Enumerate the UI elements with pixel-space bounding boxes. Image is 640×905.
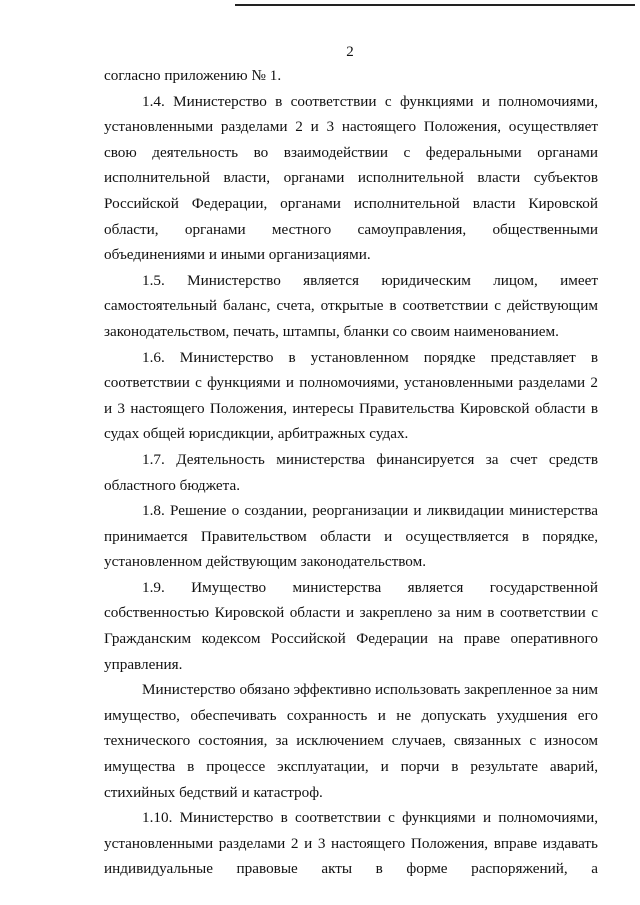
paragraph-1-8: 1.8. Решение о создании, реорганизации и ликвидации министерства принимается Правительством области и осуществляется в порядке, установленном действующим законодательством. — [104, 502, 598, 571]
paragraph-1-6: 1.6. Министерство в установленном порядке представляет в соответствии с функциями и полномочиями, установленными разделами 2 и 3 настоящего Положения, интересы Правительства Кировской области в судах общей юрисдикции, арбитражных судах. — [104, 348, 598, 443]
paragraph-1-9: 1.9. Имущество министерства является государственной собственностью Кировской области и закреплено за ним в соответствии с Гражданским кодексом Российской Федерации на праве оперативного управления. — [104, 578, 598, 673]
top-rule — [235, 4, 635, 6]
paragraph-continuation: согласно приложению № 1. — [104, 67, 282, 84]
document-body — [104, 63, 598, 882]
paragraph-1-5: 1.5. Министерство является юридическим лицом, имеет самостоятельный баланс, счета, открытые в соответствии с действующим законодательством, печать, штампы, бланки со своим наименованием. — [104, 271, 598, 340]
paragraph-1-7: 1.7. Деятельность министерства финансируется за счет средств областного бюджета. — [104, 450, 598, 494]
paragraph-obligations: Министерство обязано эффективно использовать закрепленное за ним имущество, обеспечивать сохранность и не допускать ухудшения его технического состояния, за исключением случаев, связанных с износом имущества в процессе эксплуатации, и порчи в результате аварий, стихийных бедствий и катастроф. — [104, 681, 598, 801]
page-number: 2 — [346, 44, 354, 60]
paragraph-1-10: 1.10. Министерство в соответствии с функциями и полномочиями, установленными разделами 2 и 3 настоящего Положения, вправе издавать индивидуальные правовые акты в форме распоряжений, а — [104, 809, 598, 878]
paragraph-1-4: 1.4. Министерство в соответствии с функциями и полномочиями, установленными разделами 2 и 3 настоящего Положения, осуществляет свою деятельность во взаимодействии с федеральными органами исполнительной власти, органами исполнительной власти субъектов Российской Федерации, органами исполнительной власти Кировской области, органами местного самоуправления, общественными объединениями и иными организациями. — [104, 92, 598, 264]
